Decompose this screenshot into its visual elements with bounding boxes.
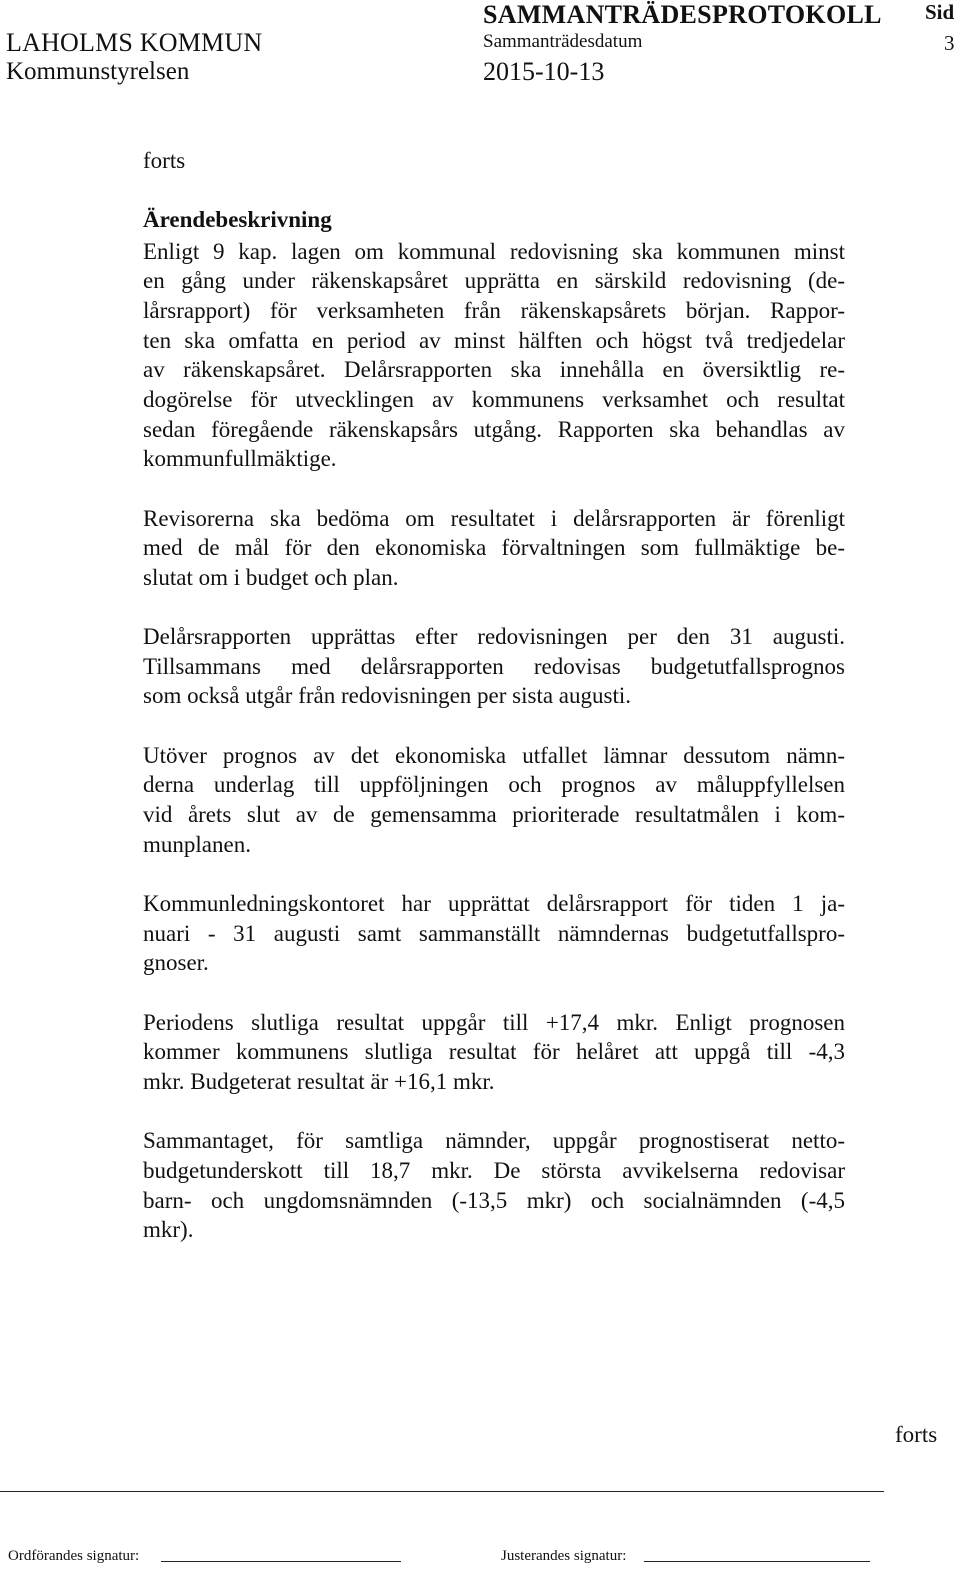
- text-line: som också utgår från redovisningen per sista augusti.: [143, 683, 631, 708]
- organization-name: LAHOLMS KOMMUN: [6, 28, 263, 57]
- text-line: med de mål för den ekonomiska förvaltningen som fullmäktige be-: [143, 535, 845, 560]
- text-line: slutat om i budget och plan.: [143, 565, 399, 590]
- text-line: dogörelse för utvecklingen av kommunens verksamhet och resultat: [143, 387, 845, 412]
- document-title: SAMMANTRÄDESPROTOKOLL: [483, 0, 882, 29]
- text-line: gnoser.: [143, 950, 209, 975]
- continuation-note-top: forts: [143, 148, 186, 173]
- text-line: ten ska omfatta en period av minst hälften och högst två tredjedelar: [143, 328, 845, 353]
- text-line: av räkenskapsåret. Delårsrapporten ska innehålla en översiktlig re-: [143, 357, 845, 382]
- text-line: Kommunledningskontoret har upprättat delårsrapport för tiden 1 ja-: [143, 891, 845, 916]
- text-line: vid årets slut av de gemensamma prioriterade resultatmålen i kom-: [143, 802, 845, 827]
- text-line: barn- och ungdomsnämnden (-13,5 mkr) och socialnämnden (-4,5: [143, 1188, 845, 1213]
- text-line: Enligt 9 kap. lagen om kommunal redovisning ska kommunen minst: [143, 239, 845, 264]
- adjuster-signature-label: Justerandes signatur:: [501, 1548, 627, 1564]
- text-line: budgetunderskott till 18,7 mkr. De största avvikelserna redovisar: [143, 1158, 845, 1183]
- text-line: mkr).: [143, 1217, 194, 1242]
- text-line: Delårsrapporten upprättas efter redovisningen per den 31 augusti.: [143, 624, 845, 649]
- text-line: en gång under räkenskapsåret upprätta en särskild redovisning (de-: [143, 268, 845, 293]
- page-number: 3: [944, 31, 955, 55]
- text-line: sedan föregående räkenskapsårs utgång. Rapporten ska behandlas av: [143, 417, 845, 442]
- text-line: Utöver prognos av det ekonomiska utfallet lämnar dessutom nämn-: [143, 743, 845, 768]
- text-line: Sammantaget, för samtliga nämnder, uppgår prognostiserat netto-: [143, 1128, 845, 1153]
- footer-divider: [0, 1491, 884, 1492]
- text-line: nuari - 31 augusti samt sammanställt nämndernas budgetutfallspro-: [143, 921, 845, 946]
- department-name: Kommunstyrelsen: [6, 58, 190, 85]
- section-heading: Ärendebeskrivning: [143, 207, 332, 232]
- text-line: munplanen.: [143, 832, 251, 857]
- text-line: Periodens slutliga resultat uppgår till +17,4 mkr. Enligt prognosen: [143, 1010, 845, 1035]
- text-line: derna underlag till uppföljningen och prognos av måluppfyllelsen: [143, 772, 845, 797]
- text-line: Tillsammans med delårsrapporten redovisas budgetutfallsprognos: [143, 654, 845, 679]
- continuation-note-bottom: forts: [895, 1422, 938, 1447]
- text-line: kommunfullmäktige.: [143, 446, 337, 471]
- page-label: Sid: [925, 0, 955, 24]
- meeting-date-label: Sammanträdesdatum: [483, 31, 643, 52]
- text-line: lårsrapport) för verksamheten från räkenskapsårets början. Rappor-: [143, 298, 845, 323]
- meeting-date: 2015-10-13: [483, 57, 605, 86]
- adjuster-signature-line: [644, 1561, 870, 1562]
- text-line: kommer kommunens slutliga resultat för helåret att uppgå till -4,3: [143, 1039, 845, 1064]
- text-line: mkr. Budgeterat resultat är +16,1 mkr.: [143, 1069, 495, 1094]
- chair-signature-label: Ordförandes signatur:: [8, 1548, 140, 1564]
- chair-signature-line: [161, 1561, 401, 1562]
- text-line: Revisorerna ska bedöma om resultatet i delårsrapporten är förenligt: [143, 506, 845, 531]
